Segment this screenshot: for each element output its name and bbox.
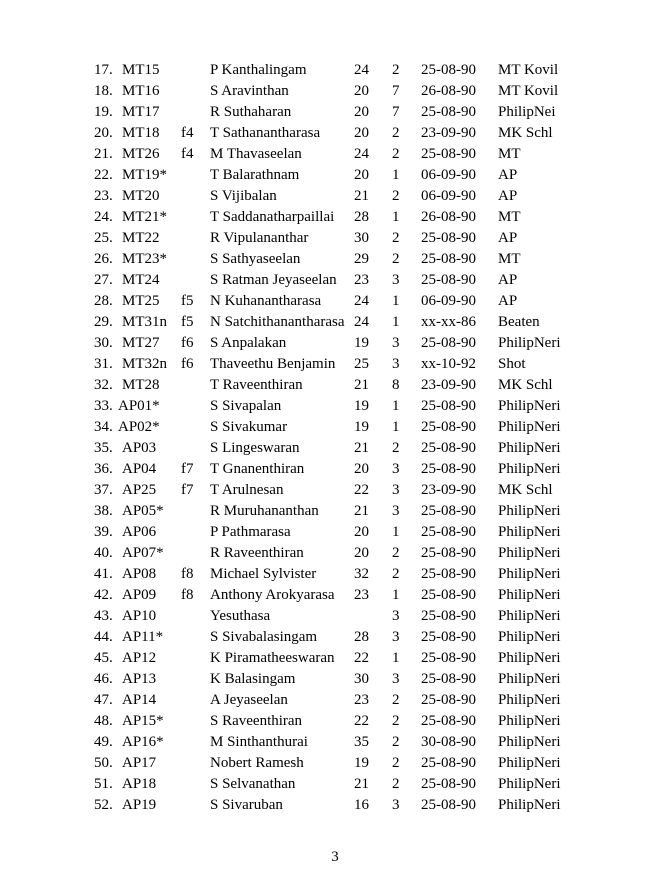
- row-number: 28.: [94, 293, 113, 309]
- row-number: 33.: [94, 398, 113, 414]
- list-item: [0, 522, 670, 543]
- age-value: 20: [354, 461, 369, 477]
- count-value: 1: [392, 419, 400, 435]
- person-name: Yesuthasa: [210, 608, 271, 624]
- list-item: [0, 144, 670, 165]
- count-value: 1: [392, 587, 400, 603]
- age-value: 24: [354, 314, 369, 330]
- count-value: 2: [392, 125, 400, 141]
- record-code: AP18: [122, 776, 157, 792]
- count-value: 2: [392, 188, 400, 204]
- person-name: T Sathanantharasa: [210, 125, 321, 141]
- count-value: 3: [392, 629, 400, 645]
- count-value: 2: [392, 566, 400, 582]
- record-code: AP03: [122, 440, 157, 456]
- place-value: PhilipNeri: [498, 776, 561, 792]
- age-value: 24: [354, 293, 369, 309]
- person-name: S Raveenthiran: [210, 713, 303, 729]
- place-value: PhilipNeri: [498, 797, 561, 813]
- person-name: Nobert Ramesh: [210, 755, 304, 771]
- person-name: T Gnanenthiran: [210, 461, 305, 477]
- date-value: 25-08-90: [421, 629, 476, 645]
- record-code: AP04: [122, 461, 157, 477]
- record-code: MT18: [122, 125, 160, 141]
- count-value: 1: [392, 293, 400, 309]
- age-value: 21: [354, 503, 369, 519]
- record-code: MT15: [122, 62, 160, 78]
- place-value: MT Kovil: [498, 62, 559, 78]
- row-number: 37.: [94, 482, 113, 498]
- count-value: 2: [392, 230, 400, 246]
- footnote-flag: f7: [181, 461, 194, 477]
- count-value: 3: [392, 503, 400, 519]
- list-item: [0, 165, 670, 186]
- record-code: MT25: [122, 293, 160, 309]
- record-code: AP16*: [122, 734, 164, 750]
- list-item: [0, 669, 670, 690]
- count-value: 3: [392, 335, 400, 351]
- record-code: MT26: [122, 146, 160, 162]
- row-number: 38.: [94, 503, 113, 519]
- record-code: AP01*: [118, 398, 160, 414]
- place-value: MT Kovil: [498, 83, 559, 99]
- row-number: 29.: [94, 314, 113, 330]
- person-name: K Piramatheeswaran: [210, 650, 335, 666]
- count-value: 3: [392, 272, 400, 288]
- count-value: 1: [392, 167, 400, 183]
- age-value: 20: [354, 524, 369, 540]
- person-name: S Lingeswaran: [210, 440, 300, 456]
- age-value: 23: [354, 587, 369, 603]
- date-value: 25-08-90: [421, 608, 476, 624]
- row-number: 32.: [94, 377, 113, 393]
- age-value: 23: [354, 272, 369, 288]
- count-value: 3: [392, 608, 400, 624]
- list-item: [0, 501, 670, 522]
- row-number: 41.: [94, 566, 113, 582]
- record-code: AP15*: [122, 713, 164, 729]
- footnote-flag: f7: [181, 482, 194, 498]
- age-value: 29: [354, 251, 369, 267]
- place-value: PhilipNeri: [498, 734, 561, 750]
- person-name: T Raveenthiran: [210, 377, 303, 393]
- footnote-flag: f8: [181, 566, 194, 582]
- place-value: PhilipNeri: [498, 398, 561, 414]
- age-value: 35: [354, 734, 369, 750]
- person-name: S Sivabalasingam: [210, 629, 318, 645]
- record-code: AP05*: [122, 503, 164, 519]
- record-code: MT22: [122, 230, 160, 246]
- date-value: 23-09-90: [421, 482, 476, 498]
- count-value: 1: [392, 650, 400, 666]
- person-name: A Jeyaseelan: [210, 692, 288, 708]
- count-value: 2: [392, 545, 400, 561]
- count-value: 3: [392, 482, 400, 498]
- age-value: 24: [354, 146, 369, 162]
- count-value: 2: [392, 755, 400, 771]
- list-item: [0, 648, 670, 669]
- age-value: 24: [354, 62, 369, 78]
- row-number: 21.: [94, 146, 113, 162]
- row-number: 40.: [94, 545, 113, 561]
- list-item: [0, 774, 670, 795]
- place-value: PhilipNeri: [498, 503, 561, 519]
- footnote-flag: f4: [181, 146, 194, 162]
- row-number: 27.: [94, 272, 113, 288]
- date-value: 23-09-90: [421, 377, 476, 393]
- age-value: 22: [354, 713, 369, 729]
- age-value: 19: [354, 755, 369, 771]
- count-value: 3: [392, 797, 400, 813]
- place-value: AP: [498, 272, 518, 288]
- list-item: [0, 123, 670, 144]
- date-value: 25-08-90: [421, 713, 476, 729]
- date-value: 26-08-90: [421, 83, 476, 99]
- place-value: PhilipNeri: [498, 755, 561, 771]
- age-value: 20: [354, 125, 369, 141]
- row-number: 25.: [94, 230, 113, 246]
- list-item: [0, 690, 670, 711]
- date-value: 25-08-90: [421, 587, 476, 603]
- row-number: 45.: [94, 650, 113, 666]
- age-value: 21: [354, 776, 369, 792]
- age-value: 19: [354, 398, 369, 414]
- place-value: PhilipNeri: [498, 545, 561, 561]
- date-value: 25-08-90: [421, 566, 476, 582]
- row-number: 42.: [94, 587, 113, 603]
- count-value: 2: [392, 713, 400, 729]
- row-number: 34.: [94, 419, 113, 435]
- place-value: AP: [498, 167, 518, 183]
- age-value: 23: [354, 692, 369, 708]
- date-value: 25-08-90: [421, 398, 476, 414]
- age-value: 20: [354, 83, 369, 99]
- row-number: 31.: [94, 356, 113, 372]
- footnote-flag: f4: [181, 125, 194, 141]
- person-name: M Thavaseelan: [210, 146, 302, 162]
- record-code: MT20: [122, 188, 160, 204]
- age-value: 28: [354, 209, 369, 225]
- age-value: 32: [354, 566, 369, 582]
- row-number: 22.: [94, 167, 113, 183]
- person-name: S Aravinthan: [210, 83, 289, 99]
- place-value: PhilipNeri: [498, 650, 561, 666]
- row-number: 18.: [94, 83, 113, 99]
- place-value: Beaten: [498, 314, 540, 330]
- date-value: 06-09-90: [421, 293, 476, 309]
- row-number: 50.: [94, 755, 113, 771]
- count-value: 1: [392, 524, 400, 540]
- record-code: AP07*: [122, 545, 164, 561]
- list-item: [0, 186, 670, 207]
- person-name: S Vijibalan: [210, 188, 277, 204]
- age-value: 30: [354, 671, 369, 687]
- person-name: S Ratman Jeyaseelan: [210, 272, 337, 288]
- count-value: 3: [392, 356, 400, 372]
- record-code: AP11*: [122, 629, 164, 645]
- age-value: 19: [354, 335, 369, 351]
- footnote-flag: f5: [181, 314, 194, 330]
- record-code: AP12: [122, 650, 157, 666]
- place-value: Shot: [498, 356, 526, 372]
- person-name: T Arulnesan: [210, 482, 284, 498]
- place-value: PhilipNeri: [498, 692, 561, 708]
- row-number: 35.: [94, 440, 113, 456]
- date-value: 25-08-90: [421, 524, 476, 540]
- count-value: 3: [392, 461, 400, 477]
- list-item: [0, 81, 670, 102]
- record-code: MT19*: [122, 167, 167, 183]
- date-value: 25-08-90: [421, 251, 476, 267]
- person-name: S Sivakumar: [210, 419, 288, 435]
- person-name: N Satchithanantharasa: [210, 314, 345, 330]
- place-value: PhilipNeri: [498, 566, 561, 582]
- date-value: 25-08-90: [421, 272, 476, 288]
- age-value: 21: [354, 440, 369, 456]
- age-value: 20: [354, 104, 369, 120]
- row-number: 36.: [94, 461, 113, 477]
- person-name: Michael Sylvister: [210, 566, 317, 582]
- row-number: 49.: [94, 734, 113, 750]
- row-number: 17.: [94, 62, 113, 78]
- record-code: AP06: [122, 524, 157, 540]
- age-value: 21: [354, 377, 369, 393]
- list-item: [0, 438, 670, 459]
- count-value: 2: [392, 251, 400, 267]
- person-name: S Selvanathan: [210, 776, 296, 792]
- place-value: PhilipNeri: [498, 419, 561, 435]
- date-value: 25-08-90: [421, 755, 476, 771]
- date-value: 25-08-90: [421, 335, 476, 351]
- list-item: [0, 585, 670, 606]
- count-value: 2: [392, 734, 400, 750]
- age-value: 30: [354, 230, 369, 246]
- age-value: 20: [354, 167, 369, 183]
- date-value: 25-08-90: [421, 650, 476, 666]
- age-value: 16: [354, 797, 369, 813]
- date-value: 23-09-90: [421, 125, 476, 141]
- place-value: MT: [498, 209, 521, 225]
- list-item: [0, 291, 670, 312]
- count-value: 1: [392, 209, 400, 225]
- list-item: [0, 753, 670, 774]
- list-item: [0, 711, 670, 732]
- person-name: T Balarathnam: [210, 167, 300, 183]
- date-value: 06-09-90: [421, 188, 476, 204]
- person-name: S Sivapalan: [210, 398, 282, 414]
- list-item: [0, 312, 670, 333]
- person-name: R Muruhananthan: [210, 503, 319, 519]
- person-name: S Anpalakan: [210, 335, 287, 351]
- person-name: M Sinthanthurai: [210, 734, 308, 750]
- list-item: [0, 795, 670, 816]
- date-value: xx-10-92: [421, 356, 476, 372]
- date-value: 06-09-90: [421, 167, 476, 183]
- row-number: 23.: [94, 188, 113, 204]
- place-value: AP: [498, 188, 518, 204]
- list-item: [0, 207, 670, 228]
- list-item: [0, 543, 670, 564]
- record-code: AP14: [122, 692, 157, 708]
- record-code: MT32n: [122, 356, 167, 372]
- place-value: PhilipNeri: [498, 440, 561, 456]
- date-value: 25-08-90: [421, 62, 476, 78]
- page-number: 3: [331, 849, 339, 865]
- row-number: 44.: [94, 629, 113, 645]
- count-value: 1: [392, 314, 400, 330]
- count-value: 2: [392, 440, 400, 456]
- age-value: 25: [354, 356, 369, 372]
- age-value: 28: [354, 629, 369, 645]
- footnote-flag: f5: [181, 293, 194, 309]
- count-value: 7: [392, 104, 400, 120]
- count-value: 3: [392, 671, 400, 687]
- date-value: 25-08-90: [421, 440, 476, 456]
- record-code: MT23*: [122, 251, 167, 267]
- list-item: [0, 375, 670, 396]
- row-number: 20.: [94, 125, 113, 141]
- date-value: 25-08-90: [421, 503, 476, 519]
- person-name: S Sivaruban: [210, 797, 283, 813]
- place-value: MT: [498, 251, 521, 267]
- row-number: 30.: [94, 335, 113, 351]
- place-value: PhilipNeri: [498, 671, 561, 687]
- row-number: 43.: [94, 608, 113, 624]
- list-item: [0, 627, 670, 648]
- age-value: 22: [354, 650, 369, 666]
- date-value: 25-08-90: [421, 797, 476, 813]
- count-value: 7: [392, 83, 400, 99]
- list-item: [0, 564, 670, 585]
- row-number: 46.: [94, 671, 113, 687]
- person-name: R Vipulananthar: [210, 230, 309, 246]
- record-code: MT17: [122, 104, 160, 120]
- date-value: 26-08-90: [421, 209, 476, 225]
- record-code: MT24: [122, 272, 160, 288]
- record-code: MT27: [122, 335, 160, 351]
- person-name: Anthony Arokyarasa: [210, 587, 335, 603]
- age-value: 21: [354, 188, 369, 204]
- row-number: 52.: [94, 797, 113, 813]
- count-value: 2: [392, 146, 400, 162]
- date-value: 25-08-90: [421, 461, 476, 477]
- record-code: AP13: [122, 671, 157, 687]
- list-item: [0, 732, 670, 753]
- row-number: 47.: [94, 692, 113, 708]
- person-name: R Suthaharan: [210, 104, 292, 120]
- row-number: 51.: [94, 776, 113, 792]
- date-value: 25-08-90: [421, 146, 476, 162]
- place-value: MK Schl: [498, 377, 553, 393]
- count-value: 2: [392, 776, 400, 792]
- record-code: AP09: [122, 587, 157, 603]
- row-number: 48.: [94, 713, 113, 729]
- place-value: PhilipNeri: [498, 713, 561, 729]
- person-name: P Kanthalingam: [210, 62, 307, 78]
- count-value: 2: [392, 692, 400, 708]
- date-value: xx-xx-86: [421, 314, 476, 330]
- row-number: 39.: [94, 524, 113, 540]
- place-value: MK Schl: [498, 482, 553, 498]
- age-value: 20: [354, 545, 369, 561]
- age-value: 22: [354, 482, 369, 498]
- place-value: PhilipNeri: [498, 524, 561, 540]
- record-code: AP02*: [118, 419, 160, 435]
- date-value: 25-08-90: [421, 104, 476, 120]
- place-value: MT: [498, 146, 521, 162]
- list-item: [0, 396, 670, 417]
- list-item: [0, 459, 670, 480]
- record-code: MT16: [122, 83, 160, 99]
- list-item: [0, 228, 670, 249]
- list-item: [0, 249, 670, 270]
- count-value: 2: [392, 62, 400, 78]
- row-number: 24.: [94, 209, 113, 225]
- person-name: K Balasingam: [210, 671, 296, 687]
- place-value: PhilipNei: [498, 104, 556, 120]
- date-value: 25-08-90: [421, 671, 476, 687]
- list-item: [0, 270, 670, 291]
- row-number: 19.: [94, 104, 113, 120]
- list-item: [0, 417, 670, 438]
- person-name: T Saddanatharpaillai: [210, 209, 335, 225]
- list-item: [0, 333, 670, 354]
- footnote-flag: f6: [181, 356, 194, 372]
- person-name: R Raveenthiran: [210, 545, 304, 561]
- date-value: 25-08-90: [421, 692, 476, 708]
- place-value: PhilipNeri: [498, 629, 561, 645]
- list-item: [0, 354, 670, 375]
- record-code: AP25: [122, 482, 157, 498]
- record-code: MT28: [122, 377, 160, 393]
- list-item: [0, 606, 670, 627]
- date-value: 30-08-90: [421, 734, 476, 750]
- row-number: 26.: [94, 251, 113, 267]
- date-value: 25-08-90: [421, 545, 476, 561]
- record-code: AP19: [122, 797, 157, 813]
- record-list: [0, 60, 670, 816]
- place-value: PhilipNeri: [498, 587, 561, 603]
- record-code: AP10: [122, 608, 157, 624]
- date-value: 25-08-90: [421, 776, 476, 792]
- person-name: Thaveethu Benjamin: [210, 356, 336, 372]
- person-name: P Pathmarasa: [210, 524, 291, 540]
- count-value: 1: [392, 398, 400, 414]
- date-value: 25-08-90: [421, 419, 476, 435]
- record-code: MT31n: [122, 314, 167, 330]
- age-value: 19: [354, 419, 369, 435]
- person-name: N Kuhanantharasa: [210, 293, 322, 309]
- place-value: PhilipNeri: [498, 608, 561, 624]
- footnote-flag: f8: [181, 587, 194, 603]
- place-value: AP: [498, 293, 518, 309]
- person-name: S Sathyaseelan: [210, 251, 301, 267]
- place-value: AP: [498, 230, 518, 246]
- place-value: PhilipNeri: [498, 335, 561, 351]
- list-item: [0, 480, 670, 501]
- count-value: 8: [392, 377, 400, 393]
- place-value: MK Schl: [498, 125, 553, 141]
- list-item: [0, 60, 670, 81]
- list-item: [0, 102, 670, 123]
- place-value: PhilipNeri: [498, 461, 561, 477]
- record-code: AP17: [122, 755, 157, 771]
- record-code: MT21*: [122, 209, 167, 225]
- date-value: 25-08-90: [421, 230, 476, 246]
- record-code: AP08: [122, 566, 157, 582]
- footnote-flag: f6: [181, 335, 194, 351]
